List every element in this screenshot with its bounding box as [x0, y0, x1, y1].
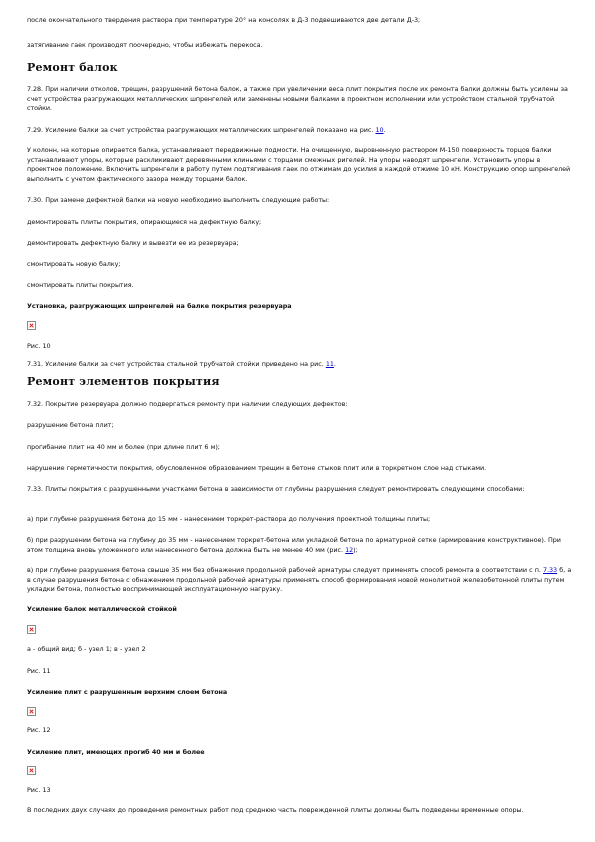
list-item: нарушение герметичности покрытия, обусловленное образованием трещин в бетоне стыков плит или в торкретном слое над стыками. [27, 464, 487, 472]
section-heading: Ремонт балок [27, 61, 118, 74]
paragraph-text: 7.29. Усиление балки за счет устройства разгружающих металлических шпренгелей показано на рис. [27, 126, 376, 134]
paragraph: после окончательного твердения раствора при температуре 20° на консолях в Д-3 подвешиваются две детали Д-3; [27, 16, 421, 24]
figure-caption-title: Усиление балок металлической стойкой [27, 605, 177, 613]
paragraph [27, 566, 575, 595]
broken-image-icon [27, 766, 36, 775]
figure-number: Рис. 11 [27, 667, 51, 675]
list-item: разрушение бетона плит; [27, 421, 114, 429]
paragraph [27, 360, 575, 370]
broken-image-icon [27, 321, 36, 330]
section-link[interactable]: 7.33 [543, 566, 558, 574]
figure-link[interactable]: 11 [325, 360, 334, 368]
paragraph-text: ); [353, 545, 358, 554]
figure-link[interactable]: 12 [345, 545, 354, 554]
list-item: прогибание плит на 40 мм и более (при длине плит 6 м); [27, 443, 220, 451]
broken-image-icon [27, 707, 36, 716]
paragraph [27, 126, 575, 136]
paragraph: 7.28. При наличии отколов, трещин, разрушений бетона балок, а также при увеличении веса плит покрытия после их ремонта балки должны быть усилены за счет устройства разгружающих металлических шпренгелей или заменены новыми балками в проектном исполнении или устройством стальной трубчатой стойки. [27, 85, 568, 112]
paragraph-text: . [333, 360, 336, 368]
figure-caption-title: Установка, разгружающих шпренгелей на балке покрытия резервуара [27, 302, 292, 310]
figure-caption-title: Усиление плит с разрушенным верхним слоем бетона [27, 688, 228, 696]
figure-number: Рис. 10 [27, 342, 51, 350]
paragraph [27, 536, 575, 555]
figure-caption-title: Усиление плит, имеющих прогиб 40 мм и более [27, 748, 205, 756]
paragraph-text: 7.31. Усиление балки за счет устройства стальной трубчатой стойки приведено на рис. [27, 360, 326, 368]
list-item: демонтировать плиты покрытия, опирающиеся на дефектную балку; [27, 218, 262, 226]
figure-legend: а - общий вид; б - узел 1; в - узел 2 [27, 645, 146, 653]
broken-image-icon [27, 625, 36, 634]
paragraph-text: б) при разрушении бетона на глубину до 35 мм - нанесением торкрет-бетона или укладкой бетона по арматурной сетке (армирование конструктивное). При этом толщина вновь уложенного или нанесенного бетона должна быть не менее 40 мм (рис. [27, 536, 561, 554]
list-item: смонтировать новую балку; [27, 260, 121, 268]
figure-link[interactable]: 10 [375, 126, 384, 134]
paragraph: У колонн, на которые опирается балка, устанавливают передвижные подмости. На очищенную, выровненную раствором М-150 поверхность торцов балки устанавливают упоры, которые раскликивают деревянными клиньями с торцами смежных ригелей. На упоры наводят шпренгели. Установить упоры в проектное положение. Включить шпренгели в работу путем подтягивания гаек по отжимам до усилия в каждой отжиме 10 кН. Конструкцию опор шпренгелей выполнить с учетом фактического зазора между торцами балок. [27, 146, 571, 183]
paragraph: а) при глубине разрушения бетона до 15 мм - нанесением торкрет-раствора до получения проектной толщины плиты; [27, 515, 431, 523]
list-item: демонтировать дефектную балку и вывезти ее из резервуара; [27, 239, 239, 247]
paragraph: затягивание гаек производят поочередно, чтобы избежать перекоса. [27, 41, 263, 49]
paragraph: 7.32. Покрытие резервуара должно подвергаться ремонту при наличии следующих дефектов: [27, 400, 348, 408]
paragraph: 7.30. При замене дефектной балки на новую необходимо выполнить следующие работы: [27, 196, 330, 204]
paragraph-text: в) при глубине разрушения бетона свыше 35 мм без обнажения продольной рабочей арматуры следует применять способ ремонта в соответствии с п. [27, 566, 544, 574]
list-item: смонтировать плиты покрытия. [27, 281, 134, 289]
paragraph: В последних двух случаях до проведения ремонтных работ под среднюю часть поврежденной плиты должны быть подведены временные опоры. [27, 806, 524, 814]
paragraph-text: . [383, 126, 386, 134]
figure-number: Рис. 12 [27, 726, 51, 734]
paragraph: 7.33. Плиты покрытия с разрушенными участками бетона в зависимости от глубины разрушения следует ремонтировать следующими способами: [27, 485, 525, 493]
section-heading: Ремонт элементов покрытия [27, 375, 220, 388]
paragraph-text: б, а в случае разрушения бетона с обнажением продольной рабочей арматуры применять способ формирования новой монолитной железобетонной плиты путем укладки бетона, полностью воспринимающей эксплуатационную нагрузку. [27, 566, 572, 593]
figure-number: Рис. 13 [27, 786, 51, 794]
